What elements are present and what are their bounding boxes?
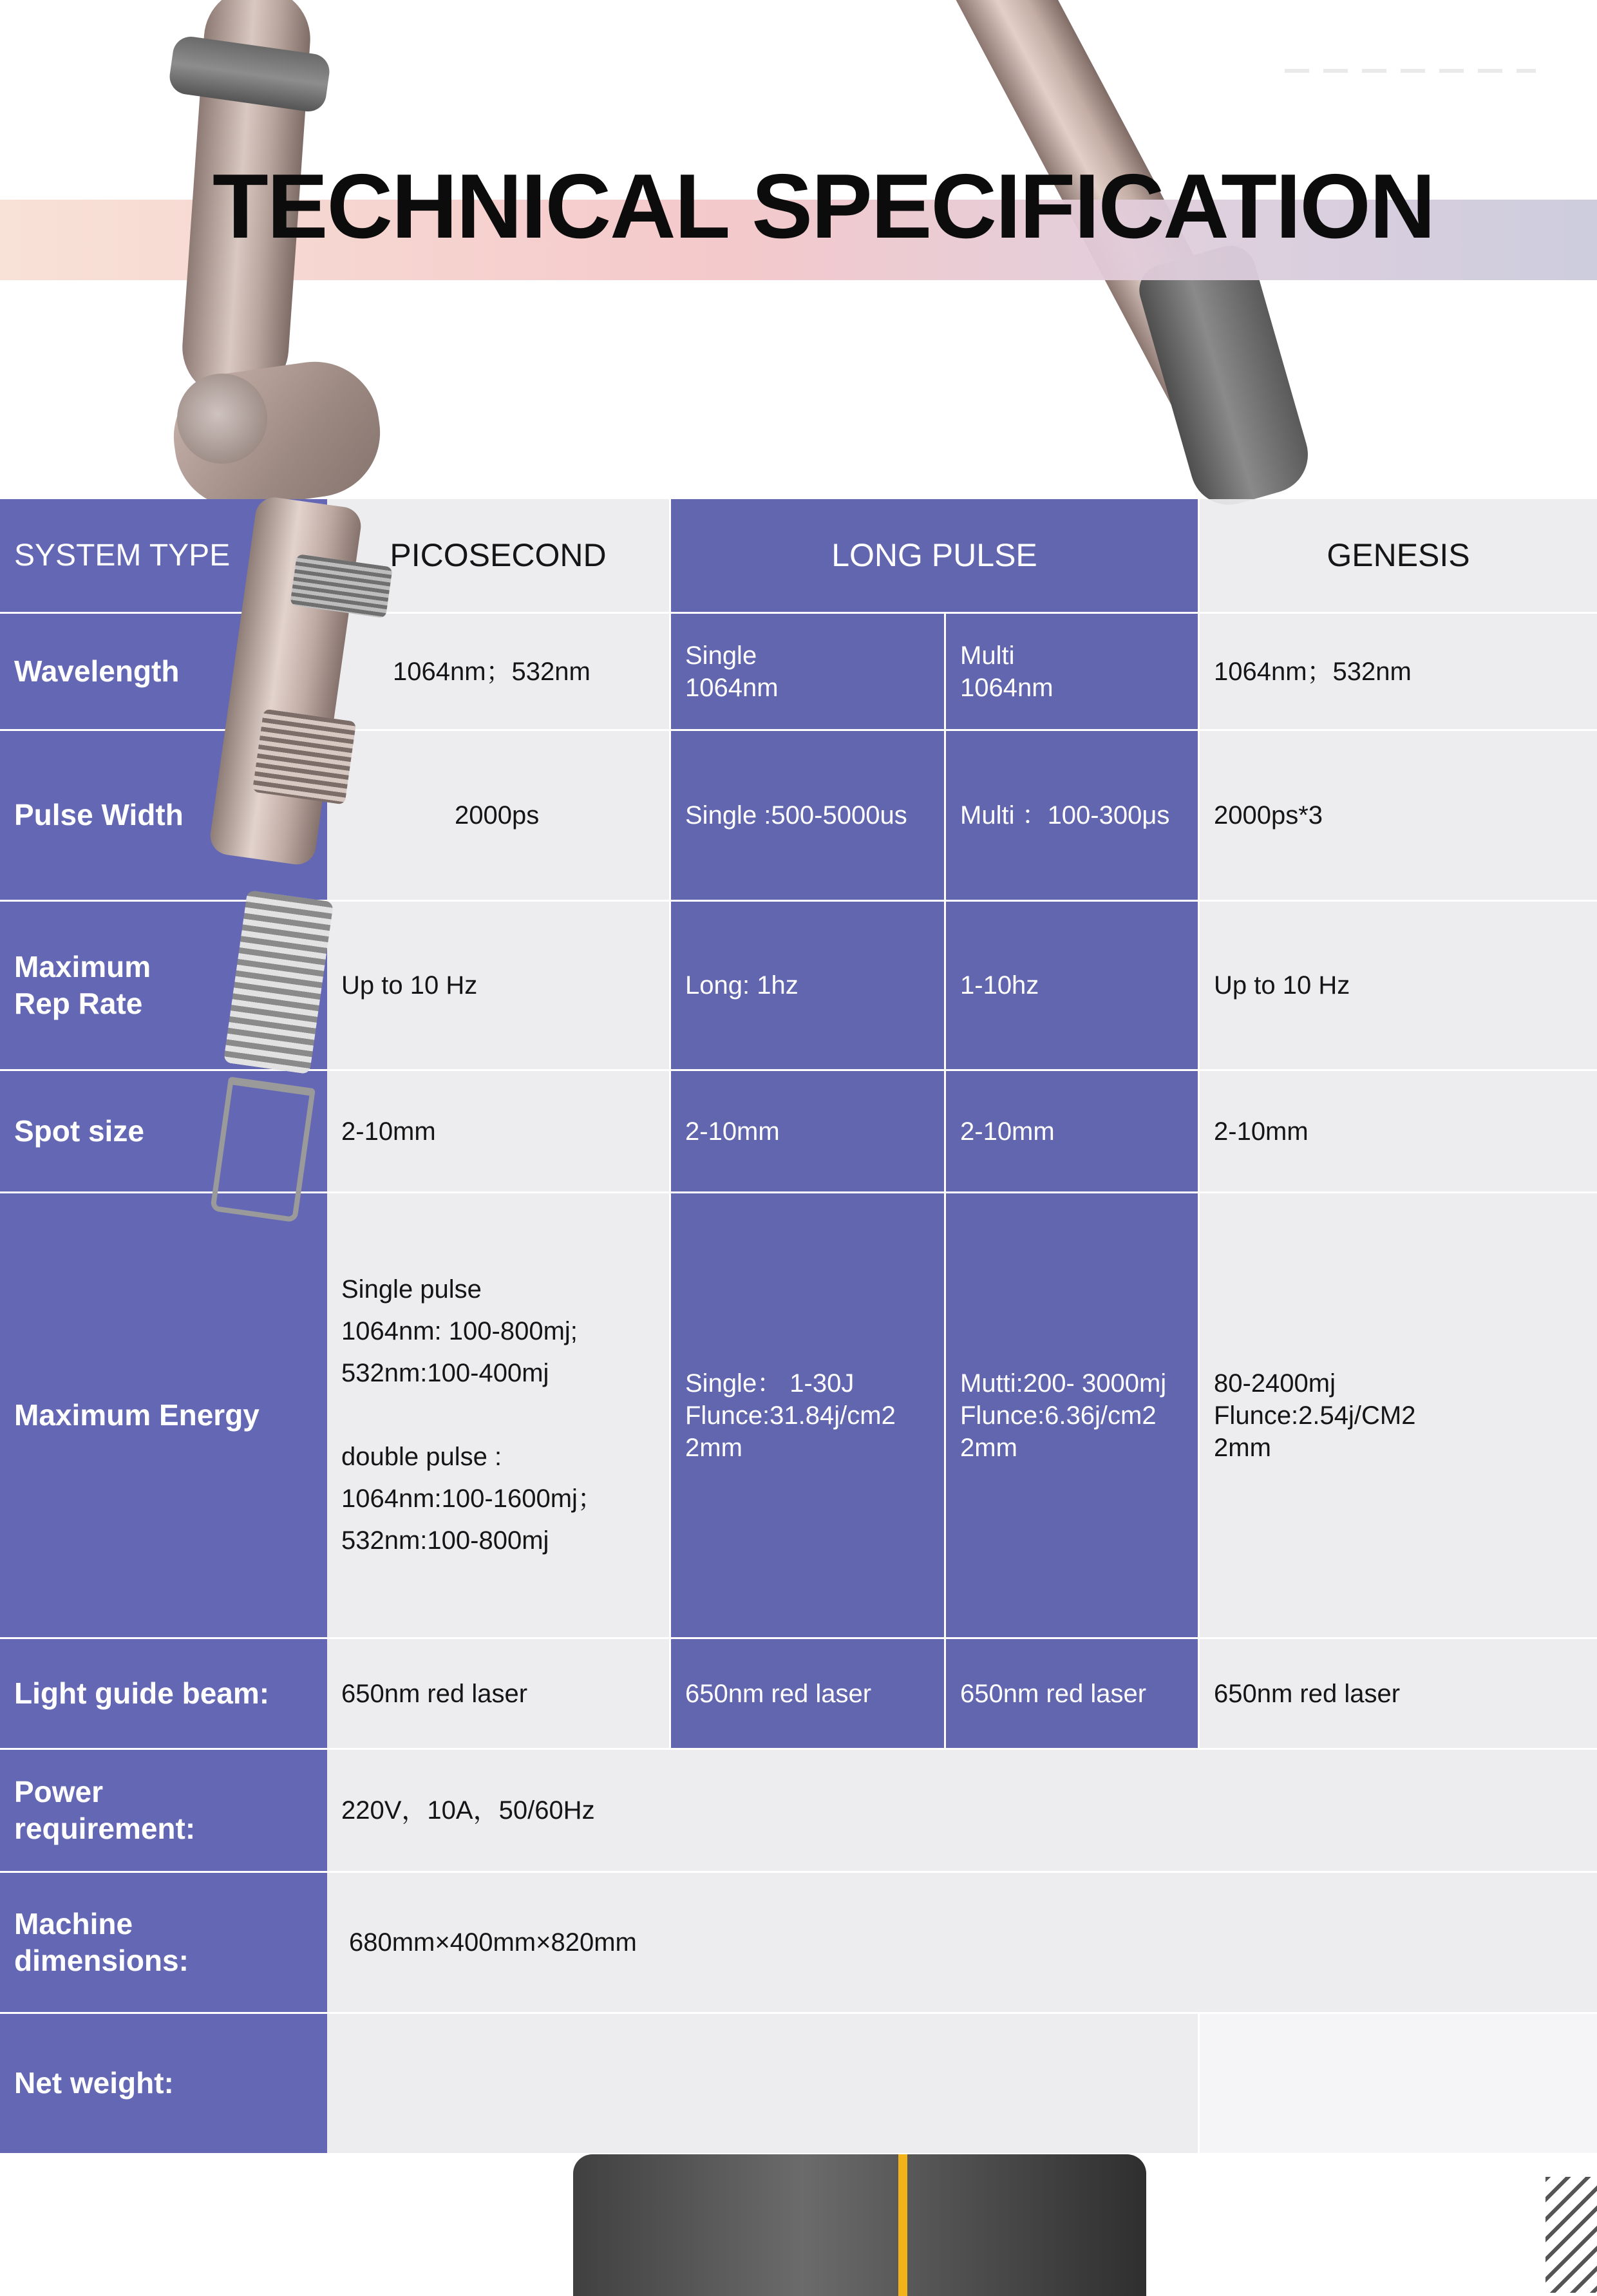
cell-net-weight-empty [1200,2014,1597,2153]
cell-light-guide-long-single: 650nm red laser [671,1639,946,1750]
cell-line: Single [685,641,757,670]
cell-line: 1064nm: 100-800mj; [341,1317,578,1345]
arm-knob-image [177,374,267,464]
label-line: requirement: [14,1812,196,1845]
cell-light-guide-pico: 650nm red laser [327,1639,671,1750]
handpiece-tip-image [210,1077,316,1223]
row-label-max-energy: Maximum Energy [0,1193,327,1639]
cell-line: Multi [960,641,1015,670]
cell-line: Flunce:6.36j/cm2 [960,1401,1157,1430]
cell-line: 2mm [1214,1433,1271,1462]
row-label-power [0,1750,327,1873]
row-label-spot-size: Spot size [0,1071,327,1193]
row-label-net-weight: Net weight: [0,2014,327,2153]
cell-spot-size-long-multi: 2-10mm [946,1071,1200,1193]
cell-pulse-width-pico: 2000ps [327,731,671,902]
cell-line: 1064nm:100-1600mj； [341,1485,603,1513]
label-line: Power [14,1774,104,1808]
cell-spot-size-long-single: 2-10mm [671,1071,946,1193]
row-label-dimensions [0,1873,327,2014]
cell-line: 1064nm [685,673,779,702]
header-system-type: SYSTEM TYPE [0,499,327,614]
row-label-wavelength: Wavelength [0,614,327,731]
cell-pulse-width-long-single: Single :500-5000us [671,731,946,902]
cell-line: Flunce:2.54j/CM2 [1214,1401,1416,1430]
cell-max-energy-genesis [1200,1193,1597,1639]
cell-rep-rate-pico: Up to 10 Hz [327,902,671,1071]
cell-wavelength-pico: 1064nm；532nm [327,614,671,731]
cell-line: Single pulse [341,1275,482,1304]
cell-pulse-width-genesis: 2000ps*3 [1200,731,1597,902]
cell-pulse-width-long-multi: Multi ：100-300μs [946,731,1200,902]
cell-line: 2mm [960,1433,1017,1462]
cell-line: 80-2400mj [1214,1369,1336,1398]
device-accent-stripe [898,2154,907,2296]
cell-dimensions-value: 680mm×400mm×820mm [327,1873,1597,2014]
cell-rep-rate-long-single: Long: 1hz [671,902,946,1071]
cell-line: 1064nm [960,673,1054,702]
cell-wavelength-long-single [671,614,946,731]
page-title: TECHNICAL SPECIFICATION [213,155,1435,258]
cell-line: Single： 1-30J [685,1369,855,1398]
cell-line: Flunce:31.84j/cm2 [685,1401,896,1430]
cell-wavelength-genesis: 1064nm；532nm [1200,614,1597,731]
cell-max-energy-long-multi [946,1193,1200,1639]
cell-light-guide-genesis: 650nm red laser [1200,1639,1597,1750]
label-line: dimensions: [14,1944,189,1977]
cell-rep-rate-genesis: Up to 10 Hz [1200,902,1597,1071]
cell-rep-rate-long-multi: 1-10hz [946,902,1200,1071]
cell-line: 532nm:100-400mj [341,1359,549,1387]
cell-max-energy-long-single [671,1193,946,1639]
cell-line: Mutti:200- 3000mj [960,1369,1167,1398]
cell-wavelength-long-multi [946,614,1200,731]
cell-power-value: 220V，10A，50/60Hz [327,1750,1597,1873]
handpiece-grip-image [252,709,357,805]
device-base-image [573,2154,1146,2296]
cell-light-guide-long-multi: 650nm red laser [946,1639,1200,1750]
header-long-pulse: LONG PULSE [671,499,1200,614]
cell-spot-size-pico: 2-10mm [327,1071,671,1193]
label-line: Machine [14,1906,133,1940]
cell-line: 532nm:100-800mj [341,1526,549,1555]
cell-max-energy-pico [327,1193,671,1639]
cell-spot-size-genesis: 2-10mm [1200,1071,1597,1193]
label-line: Maximum [14,949,151,983]
header-picosecond: PICOSECOND [327,499,671,614]
cell-line: 2mm [685,1433,742,1462]
device-vent-image [1545,2177,1597,2293]
cell-net-weight-value [327,2014,1200,2153]
decorative-dashes [1285,69,1536,73]
label-line: Rep Rate [14,987,143,1020]
cell-line: double pulse : [341,1443,502,1471]
header-genesis: GENESIS [1200,499,1597,614]
row-label-pulse-width: Pulse Width [0,731,327,902]
row-label-light-guide: Light guide beam: [0,1639,327,1750]
